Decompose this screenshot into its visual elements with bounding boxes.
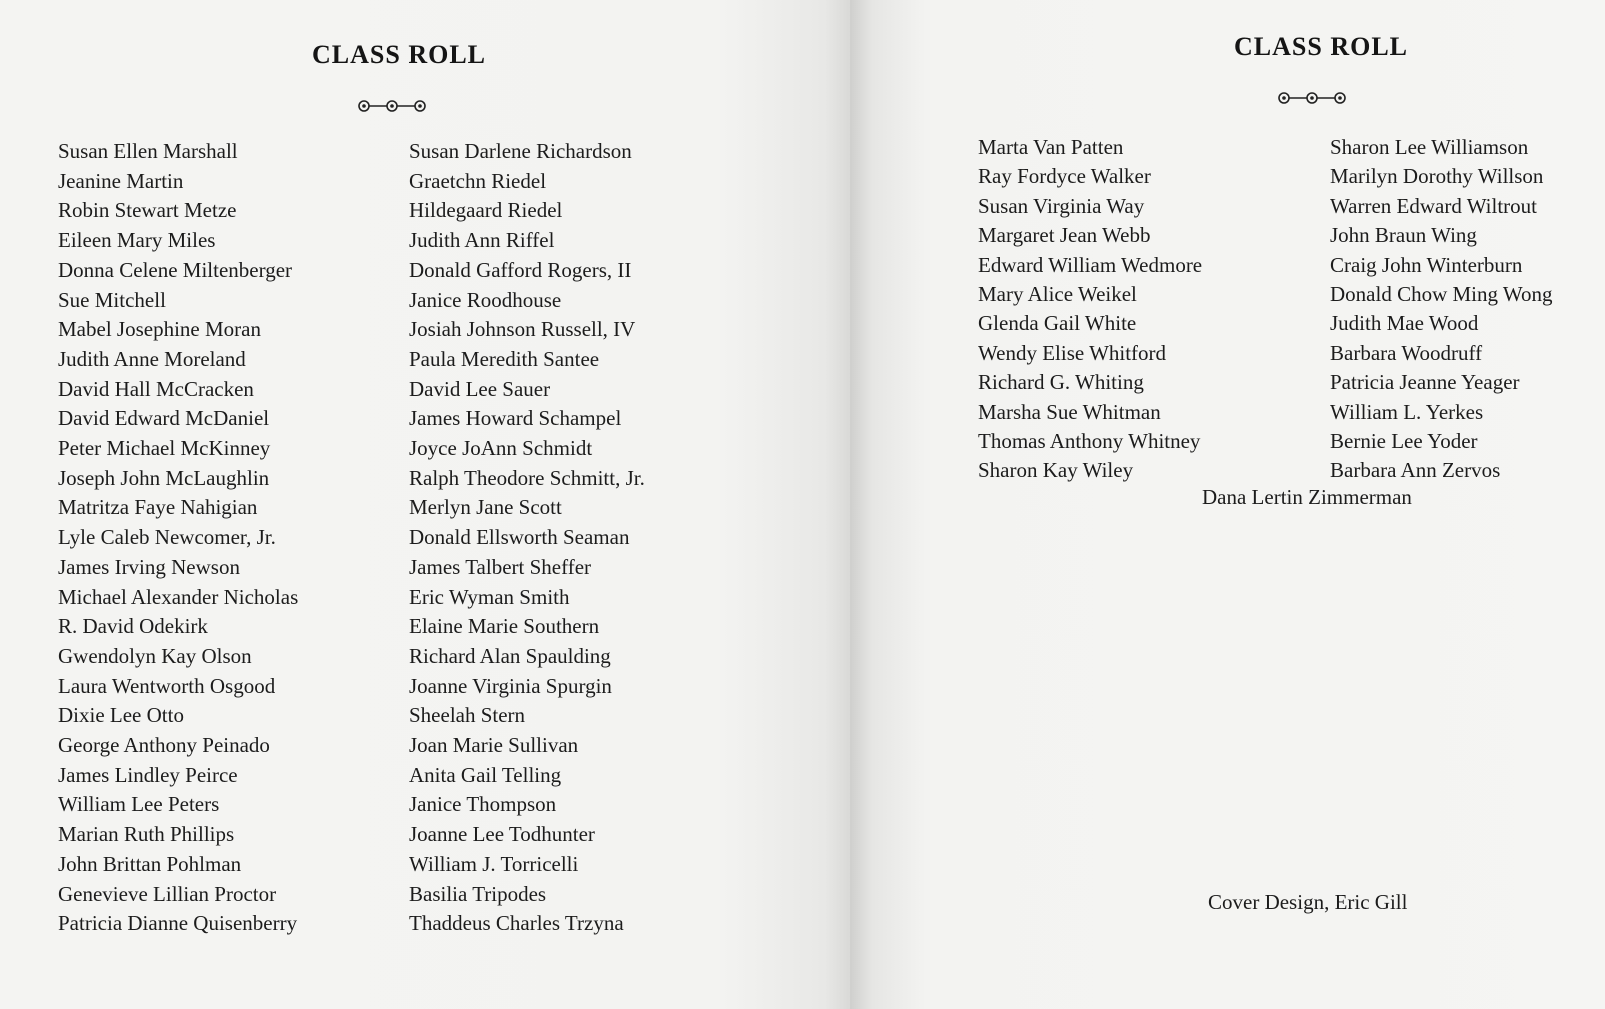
roll-entry: Michael Alexander Nicholas — [58, 584, 299, 609]
roll-entry: Marsha Sue Whitman — [978, 399, 1161, 424]
roll-entry: Sue Mitchell — [58, 287, 166, 312]
roll-entry: Basilia Tripodes — [409, 881, 547, 906]
roll-entry: Richard Alan Spaulding — [409, 643, 611, 668]
left-column-1 — [58, 137, 298, 939]
roll-entry: John Braun Wing — [1330, 223, 1477, 248]
roll-entry: Janice Roodhouse — [409, 287, 562, 312]
roll-entry: Eric Wyman Smith — [409, 584, 570, 609]
roll-entry: Mabel Josephine Moran — [58, 317, 261, 342]
right-column-1 — [978, 133, 1202, 486]
cover-design-credit: Cover Design, Eric Gill — [1208, 890, 1408, 914]
left-column-2 — [409, 137, 645, 939]
roll-entry: Patricia Dianne Quisenberry — [58, 911, 298, 936]
roll-entry: Barbara Woodruff — [1330, 340, 1483, 365]
roll-entry: William Lee Peters — [58, 792, 220, 817]
roll-entry: Thomas Anthony Whitney — [978, 429, 1201, 454]
roll-entry: David Lee Sauer — [409, 376, 551, 401]
roll-entry: Joan Marie Sullivan — [409, 733, 579, 758]
roll-entry: Robin Stewart Metze — [58, 198, 237, 223]
roll-entry: Bernie Lee Yoder — [1330, 429, 1478, 454]
roll-entry: Sheelah Stern — [409, 703, 526, 728]
roll-entry: Elaine Marie Southern — [409, 614, 600, 639]
roll-entry: Ray Fordyce Walker — [978, 164, 1151, 189]
roll-entry: Graetchn Riedel — [409, 168, 547, 193]
roll-entry: Joseph John McLaughlin — [58, 465, 270, 490]
roll-entry: Wendy Elise Whitford — [978, 340, 1167, 365]
roll-entry: James Howard Schampel — [409, 406, 622, 431]
roll-entry: Judith Mae Wood — [1330, 311, 1479, 336]
roll-entry: James Talbert Sheffer — [409, 554, 592, 579]
roll-entry: Paula Meredith Santee — [409, 346, 600, 371]
roll-entry: Jeanine Martin — [58, 168, 184, 193]
roll-entry: Susan Darlene Richardson — [409, 139, 632, 163]
roll-entry: James Lindley Peirce — [58, 762, 238, 787]
roll-entry: Judith Anne Moreland — [58, 346, 246, 371]
roll-entry: Merlyn Jane Scott — [409, 495, 562, 520]
roll-entry: Susan Virginia Way — [978, 193, 1145, 218]
roll-entry: Margaret Jean Webb — [978, 223, 1151, 248]
roll-entry: David Edward McDaniel — [58, 406, 270, 431]
roll-entry: Susan Ellen Marshall — [58, 139, 238, 163]
roll-entry: William L. Yerkes — [1330, 399, 1484, 424]
right-column-2 — [1330, 133, 1553, 486]
roll-entry: Richard G. Whiting — [978, 370, 1144, 395]
roll-entry: Joyce JoAnn Schmidt — [409, 436, 593, 461]
roll-entry: John Brittan Pohlman — [58, 851, 242, 876]
roll-entry: William J. Torricelli — [409, 851, 579, 876]
roll-entry: Josiah Johnson Russell, IV — [409, 317, 636, 342]
roll-entry: Laura Wentworth Osgood — [58, 673, 276, 698]
right-page-title: CLASS ROLL — [1234, 32, 1408, 61]
roll-entry: Janice Thompson — [409, 792, 557, 817]
roll-entry: Patricia Jeanne Yeager — [1330, 370, 1520, 395]
roll-entry: Thaddeus Charles Trzyna — [409, 911, 624, 936]
roll-entry: Gwendolyn Kay Olson — [58, 643, 252, 668]
roll-entry: George Anthony Peinado — [58, 733, 270, 758]
roll-entry: Joanne Lee Todhunter — [409, 822, 595, 847]
roll-entry: Donna Celene Miltenberger — [58, 257, 293, 282]
roll-entry: Eileen Mary Miles — [58, 228, 216, 253]
centered-name: Dana Lertin Zimmerman — [1202, 485, 1412, 509]
roll-entry: Sharon Lee Williamson — [1330, 135, 1529, 159]
roll-entry: Marilyn Dorothy Willson — [1330, 164, 1544, 189]
roll-entry: Lyle Caleb Newcomer, Jr. — [58, 525, 276, 550]
ornament-icon — [1276, 88, 1348, 108]
roll-entry: Donald Gafford Rogers, II — [409, 257, 632, 282]
roll-entry: Craig John Winterburn — [1330, 252, 1523, 277]
roll-entry: Donald Chow Ming Wong — [1330, 282, 1553, 307]
roll-entry: Marta Van Patten — [978, 135, 1124, 159]
left-page-title: CLASS ROLL — [312, 40, 486, 69]
roll-entry: Matritza Faye Nahigian — [58, 495, 258, 520]
roll-entry: Barbara Ann Zervos — [1330, 458, 1501, 483]
roll-entry: Warren Edward Wiltrout — [1330, 193, 1538, 218]
roll-entry: R. David Odekirk — [58, 614, 208, 639]
roll-entry: Marian Ruth Phillips — [58, 822, 235, 847]
roll-entry: Dixie Lee Otto — [58, 703, 184, 728]
right-page — [850, 0, 1605, 1009]
roll-entry: James Irving Newson — [58, 554, 240, 579]
roll-entry: Genevieve Lillian Proctor — [58, 881, 277, 906]
roll-entry: Judith Ann Riffel — [409, 228, 555, 253]
roll-entry: Ralph Theodore Schmitt, Jr. — [409, 465, 645, 490]
roll-entry: Anita Gail Telling — [409, 762, 562, 787]
roll-entry: Peter Michael McKinney — [58, 436, 271, 461]
roll-entry: Donald Ellsworth Seaman — [409, 525, 630, 550]
roll-entry: Mary Alice Weikel — [978, 282, 1137, 307]
roll-entry: David Hall McCracken — [58, 376, 254, 401]
roll-entry: Sharon Kay Wiley — [978, 458, 1134, 483]
roll-entry: Joanne Virginia Spurgin — [409, 673, 612, 698]
roll-entry: Hildegaard Riedel — [409, 198, 563, 223]
roll-entry: Glenda Gail White — [978, 311, 1137, 336]
roll-entry: Edward William Wedmore — [978, 252, 1203, 277]
ornament-icon — [356, 96, 428, 116]
